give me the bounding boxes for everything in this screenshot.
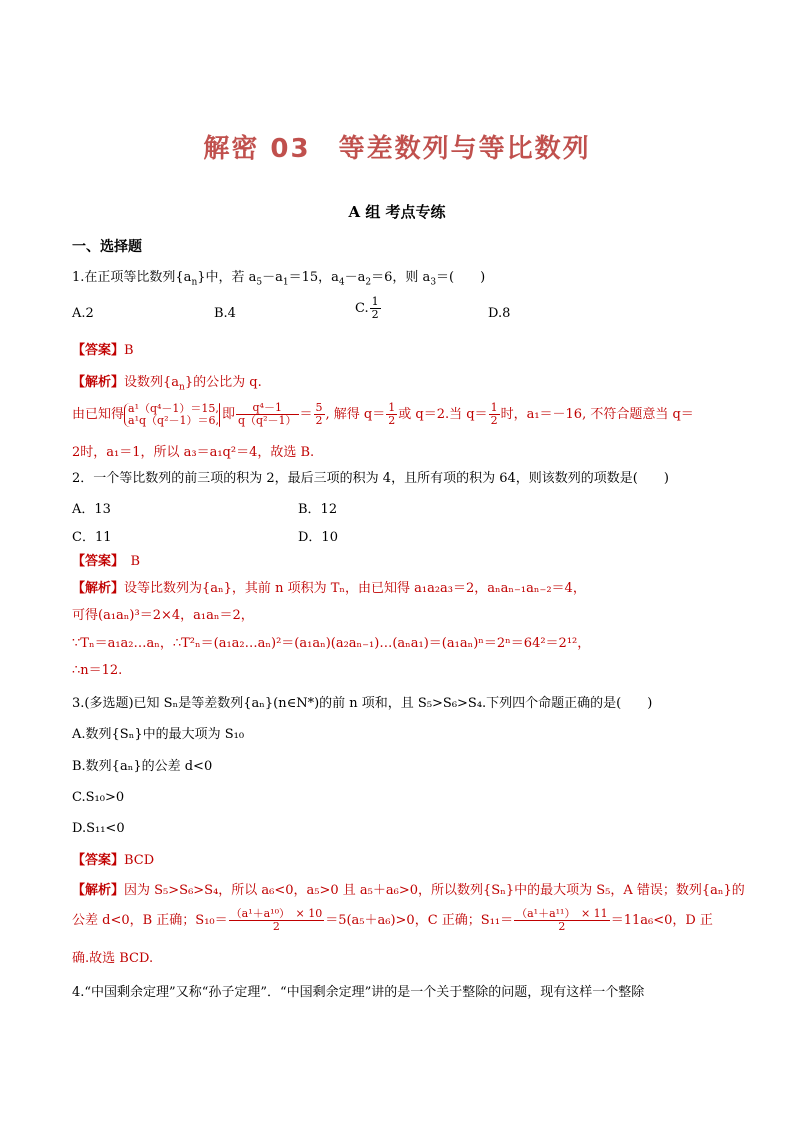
answer-value: B — [117, 554, 141, 569]
q1-stem-c: －a — [262, 270, 283, 285]
q1-a2-mid: 即 — [221, 407, 235, 422]
q1-analysis-1b: }的公比为 q. — [184, 375, 262, 390]
q1-stem-g: ＝( ) — [436, 270, 486, 285]
q3-analysis-3: 确.故选 BCD. — [72, 951, 154, 966]
f5-num: （a¹＋a¹⁰） × 10 — [230, 907, 323, 920]
q1-c-den: 2 — [371, 308, 379, 321]
q3-answer — [72, 852, 154, 870]
q2-stem: 2．一个等比数列的前三项的积为 2，最后三项的积为 4，且所有项的积为 64，则该数列的项数是( ) — [72, 471, 669, 486]
analysis-tag: 【解析】 — [72, 375, 125, 390]
f5-den: 2 — [272, 920, 280, 933]
q2-analysis-1 — [72, 580, 586, 598]
analysis-tag: 【解析】 — [72, 581, 125, 596]
f3-num: 1 — [388, 401, 396, 414]
group-title: A 组 考点专练 — [348, 203, 446, 221]
fraction-6 — [514, 908, 610, 933]
fraction-5 — [229, 908, 325, 933]
equation-system — [124, 403, 219, 427]
q2-option-c: C．11 — [72, 530, 112, 545]
answer-value: B — [124, 343, 134, 358]
q1-option-a: A.2 — [72, 306, 94, 321]
q1-stem-e: －a — [344, 270, 366, 285]
q3-option-d: D.S₁₁<0 — [72, 821, 125, 836]
sys-line-2: a¹q（q²－1）＝6, — [128, 413, 219, 427]
q3-analysis-1-text: 因为 S₅>S₆>S₄，所以 a₆<0，a₅>0 且 a₅＋a₆>0，所以数列{Sₙ}中的最大项为 S₅，A 错误；数列{aₙ}的 — [124, 883, 745, 898]
fraction-1 — [236, 402, 299, 427]
q1-stem-b: }中，若 a — [197, 270, 257, 285]
q1-analysis-1: 【解析】设数列$\{a_n\}$的公比为 q. — [72, 375, 262, 393]
f6-num: （a¹＋a¹¹） × 11 — [516, 907, 608, 920]
analysis-tag: 【解析】 — [72, 883, 125, 898]
q2-option-b: B．12 — [298, 502, 338, 517]
q1-option-c-fraction — [370, 296, 381, 321]
q3-analysis-2 — [72, 908, 713, 934]
f1-den: q（q²－1） — [238, 414, 297, 427]
f2-num: 5 — [315, 401, 323, 414]
q3-l2-c: ＝11a₆<0，D 正 — [610, 913, 713, 928]
sys-line-1: a¹（q⁴－1）＝15, — [128, 401, 219, 415]
q3-option-c: C.S₁₀>0 — [72, 790, 125, 805]
q2-option-d: D．10 — [298, 530, 338, 545]
f6-den: 2 — [558, 920, 566, 933]
q1-a2-end: 时，a₁＝－16, 不符合题意当 q＝ — [500, 407, 694, 422]
q1-analysis-1a: 设数列{a — [124, 375, 180, 390]
q3-analysis-1 — [72, 882, 745, 900]
q3-l2-a: 公差 d<0，B 正确；S₁₀＝ — [72, 913, 228, 928]
q3-stem: 3.(多选题)已知 Sₙ是等差数列{aₙ}(n∈N*)的前 n 项和，且 S₅>S₆>S₄.下列四个命题正确的是( ) — [72, 696, 653, 711]
q1-option-d: D.8 — [488, 306, 511, 321]
q2-analysis-1-text: 设等比数列为{aₙ}，其前 n 项积为 Tₙ，由已知得 a₁a₂a₃＝2，aₙaₙ₋₁aₙ₋₂＝4， — [124, 581, 586, 596]
q2-analysis-3: ∵Tₙ＝a₁a₂…aₙ，∴T²ₙ＝(a₁a₂…aₙ)²＝(a₁aₙ)(a₂aₙ₋₁)…(aₙa₁)＝(a₁aₙ)ⁿ＝2ⁿ＝64²＝2¹²， — [72, 636, 591, 651]
q1-option-c-prefix: C. — [355, 301, 369, 316]
fraction-2 — [314, 402, 325, 427]
q1-c-num: 1 — [371, 295, 379, 308]
q3-option-a: A.数列{Sₙ}中的最大项为 S₁₀ — [72, 727, 245, 742]
q1-stem-f: ＝6，则 a — [371, 270, 431, 285]
section-heading: 一、选择题 — [72, 239, 142, 255]
q1-a2-sol: , 解得 q＝ — [325, 407, 386, 422]
fraction-3 — [386, 402, 397, 427]
q1-a2-eq: ＝ — [299, 407, 313, 422]
q2-analysis-4: ∴n＝12. — [72, 663, 123, 678]
page-title: 解密 03 等差数列与等比数列 — [203, 134, 591, 164]
q4-stem: 4.“中国剩余定理”又称“孙子定理”．“中国剩余定理”讲的是一个关于整除的问题，现有这样一个整除 — [72, 985, 645, 1000]
q2-analysis-2: 可得(a₁aₙ)³＝2×4，a₁aₙ＝2， — [72, 608, 254, 623]
q2-answer — [72, 553, 140, 571]
q1-answer — [72, 342, 134, 360]
q3-l2-b: ＝5(a₅＋a₆)>0，C 正确；S₁₁＝ — [325, 913, 514, 928]
brace-right — [219, 403, 220, 427]
f3-den: 2 — [388, 414, 396, 427]
answer-tag: 【答案】 — [72, 853, 125, 868]
q1-stem-d: ＝15，a — [288, 270, 339, 285]
q1-analysis-3: 2时，a₁＝1，所以 a₃＝a₁q²＝4，故选 B. — [72, 445, 315, 460]
q2-option-a: A．13 — [72, 502, 111, 517]
f4-num: 1 — [490, 401, 498, 414]
q1-option-c — [355, 296, 382, 321]
answer-tag: 【答案】 — [72, 343, 125, 358]
f1-num: q⁴－1 — [236, 402, 299, 415]
q3-option-b: B.数列{aₙ}的公差 d<0 — [72, 759, 213, 774]
answer-tag: 【答案】 — [72, 554, 118, 569]
q1-stem: 1.在正项等比数列$\{a_n\}$中，若 $a_5-a_1=15$，$a_4-a_2=6$，则 $a_3=$( ) — [72, 270, 486, 288]
q1-analysis-2 — [72, 402, 694, 428]
q1-option-b: B.4 — [214, 306, 236, 321]
f2-den: 2 — [315, 414, 323, 427]
q1-stem-a: 1.在正项等比数列{a — [72, 270, 192, 285]
answer-value: BCD — [124, 853, 155, 868]
fraction-4 — [489, 402, 500, 427]
f4-den: 2 — [490, 414, 498, 427]
q1-a2-or: 或 q＝2.当 q＝ — [398, 407, 488, 422]
q1-a2-pre: 由已知得 — [72, 407, 125, 422]
